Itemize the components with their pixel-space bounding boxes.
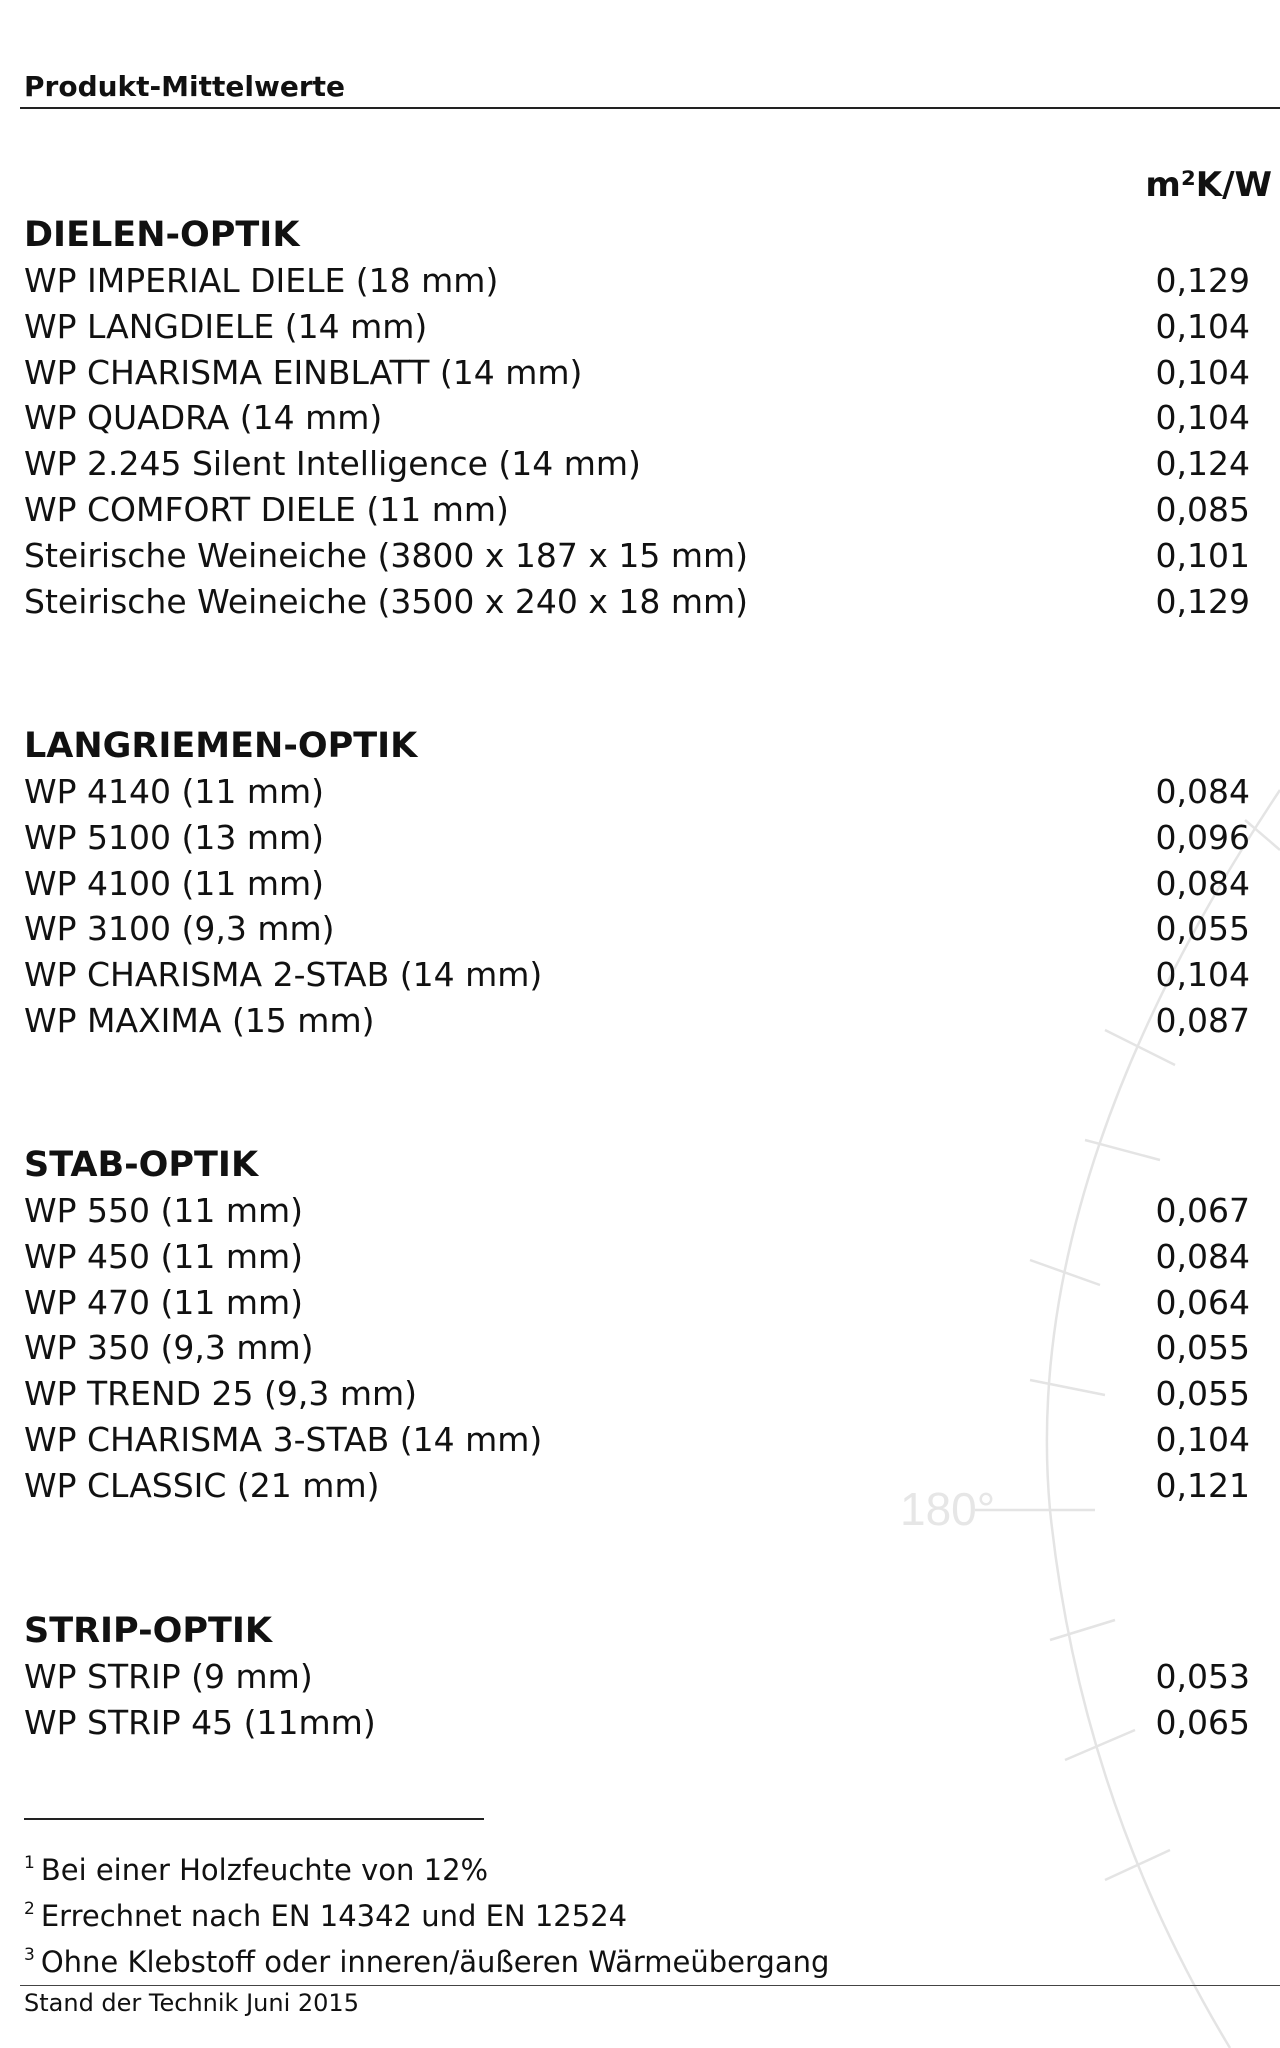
product-value: 0,055 [1155, 1374, 1250, 1414]
table-row [24, 952, 1250, 998]
table-row [24, 1700, 1250, 1746]
table-row [24, 1417, 1250, 1463]
product-name: Steirische Weineiche (3500 x 240 x 18 mm) [24, 581, 749, 621]
product-value: 0,064 [1155, 1282, 1250, 1322]
table-row [24, 861, 1250, 907]
table-row [24, 395, 1250, 441]
footnote-text: Errechnet nach EN 14342 und EN 12524 [40, 1899, 628, 1933]
table-row [24, 1188, 1250, 1234]
product-name: WP CHARISMA 3-STAB (14 mm) [24, 1419, 543, 1459]
section-title: STRIP-OPTIK [24, 1611, 273, 1651]
product-name: WP 450 (11 mm) [24, 1236, 304, 1276]
product-name: WP CLASSIC (21 mm) [24, 1465, 380, 1505]
footnote-number: 2 [24, 1899, 35, 1919]
product-name: WP CHARISMA EINBLATT (14 mm) [24, 352, 583, 392]
footnote-divider [24, 1818, 484, 1820]
product-name: WP IMPERIAL DIELE (18 mm) [24, 261, 499, 300]
product-value: 0,104 [1155, 352, 1250, 392]
table-row [24, 1234, 1250, 1280]
product-value: 0,129 [1155, 261, 1250, 300]
table-row [24, 1654, 1250, 1700]
product-value: 0,104 [1155, 398, 1250, 438]
table-row [24, 1325, 1250, 1371]
product-value: 0,055 [1155, 909, 1250, 949]
product-name: Steirische Weineiche (3800 x 187 x 15 mm) [24, 535, 749, 575]
product-name: WP TREND 25 (9,3 mm) [24, 1374, 418, 1414]
product-name: WP STRIP (9 mm) [24, 1657, 313, 1696]
product-value: 0,104 [1155, 955, 1250, 995]
product-name: WP LANGDIELE (14 mm) [24, 306, 428, 346]
table-row [24, 350, 1250, 396]
footnote-item [24, 1932, 829, 1978]
table-row [24, 1280, 1250, 1326]
table-row [24, 1371, 1250, 1417]
product-value: 0,087 [1155, 1000, 1250, 1040]
product-value: 0,084 [1155, 1236, 1250, 1276]
product-value: 0,067 [1155, 1191, 1250, 1230]
product-name: WP 550 (11 mm) [24, 1191, 304, 1230]
product-value: 0,104 [1155, 306, 1250, 346]
section-dielen-optik [24, 212, 1250, 624]
table-row [24, 906, 1250, 952]
table-row [24, 533, 1250, 579]
product-name: WP COMFORT DIELE (11 mm) [24, 489, 509, 529]
product-value: 0,124 [1155, 444, 1250, 484]
footnote-text: Bei einer Holzfeuchte von 12% [40, 1853, 489, 1887]
product-value: 0,065 [1155, 1702, 1250, 1742]
footnote-text: Ohne Klebstoff oder inneren/äußeren Wärmeübergang [40, 1945, 830, 1979]
product-name: WP 350 (9,3 mm) [24, 1328, 314, 1368]
product-value: 0,085 [1155, 489, 1250, 529]
table-row [24, 487, 1250, 533]
footer-stand-text: Stand der Technik Juni 2015 [24, 1989, 359, 2017]
section-title: LANGRIEMEN-OPTIK [24, 726, 418, 766]
section-langriemen-optik [24, 723, 1250, 1044]
product-name: WP MAXIMA (15 mm) [24, 1000, 375, 1040]
table-row [24, 579, 1250, 625]
footnote-number: 1 [24, 1853, 35, 1873]
page-title: Produkt-Mittelwerte [24, 70, 346, 103]
product-name: WP 470 (11 mm) [24, 1282, 304, 1322]
section-strip-optik [24, 1608, 1250, 1746]
product-name: WP 4100 (11 mm) [24, 863, 325, 903]
table-row [24, 258, 1250, 304]
section-title: STAB-OPTIK [24, 1145, 259, 1185]
product-value: 0,055 [1155, 1328, 1250, 1368]
product-name: WP STRIP 45 (11mm) [24, 1702, 376, 1742]
table-row [24, 815, 1250, 861]
watermark-label: 180° [900, 1483, 996, 1535]
product-value: 0,084 [1155, 863, 1250, 903]
unit-label: m²K/W [1145, 165, 1272, 205]
footnote-number: 3 [24, 1945, 35, 1965]
table-row [24, 998, 1250, 1044]
table-row [24, 769, 1250, 815]
product-value: 0,096 [1155, 817, 1250, 857]
footnote-item [24, 1840, 829, 1886]
table-row [24, 1463, 1250, 1509]
table-row [24, 304, 1250, 350]
product-name: WP 2.245 Silent Intelligence (14 mm) [24, 444, 641, 484]
product-name: WP CHARISMA 2-STAB (14 mm) [24, 955, 543, 995]
product-value: 0,121 [1155, 1465, 1250, 1505]
product-value: 0,104 [1155, 1419, 1250, 1459]
footnote-item [24, 1886, 829, 1932]
section-stab-optik [24, 1142, 1250, 1509]
product-value: 0,129 [1155, 581, 1250, 621]
product-name: WP 5100 (13 mm) [24, 817, 325, 857]
table-row [24, 441, 1250, 487]
product-name: WP 3100 (9,3 mm) [24, 909, 335, 949]
footnotes [24, 1840, 829, 1978]
header-divider [20, 107, 1280, 109]
product-value: 0,053 [1155, 1657, 1250, 1696]
product-value: 0,084 [1155, 772, 1250, 811]
product-value: 0,101 [1155, 535, 1250, 575]
section-title: DIELEN-OPTIK [24, 215, 300, 255]
product-name: WP QUADRA (14 mm) [24, 398, 383, 438]
product-name: WP 4140 (11 mm) [24, 772, 325, 811]
